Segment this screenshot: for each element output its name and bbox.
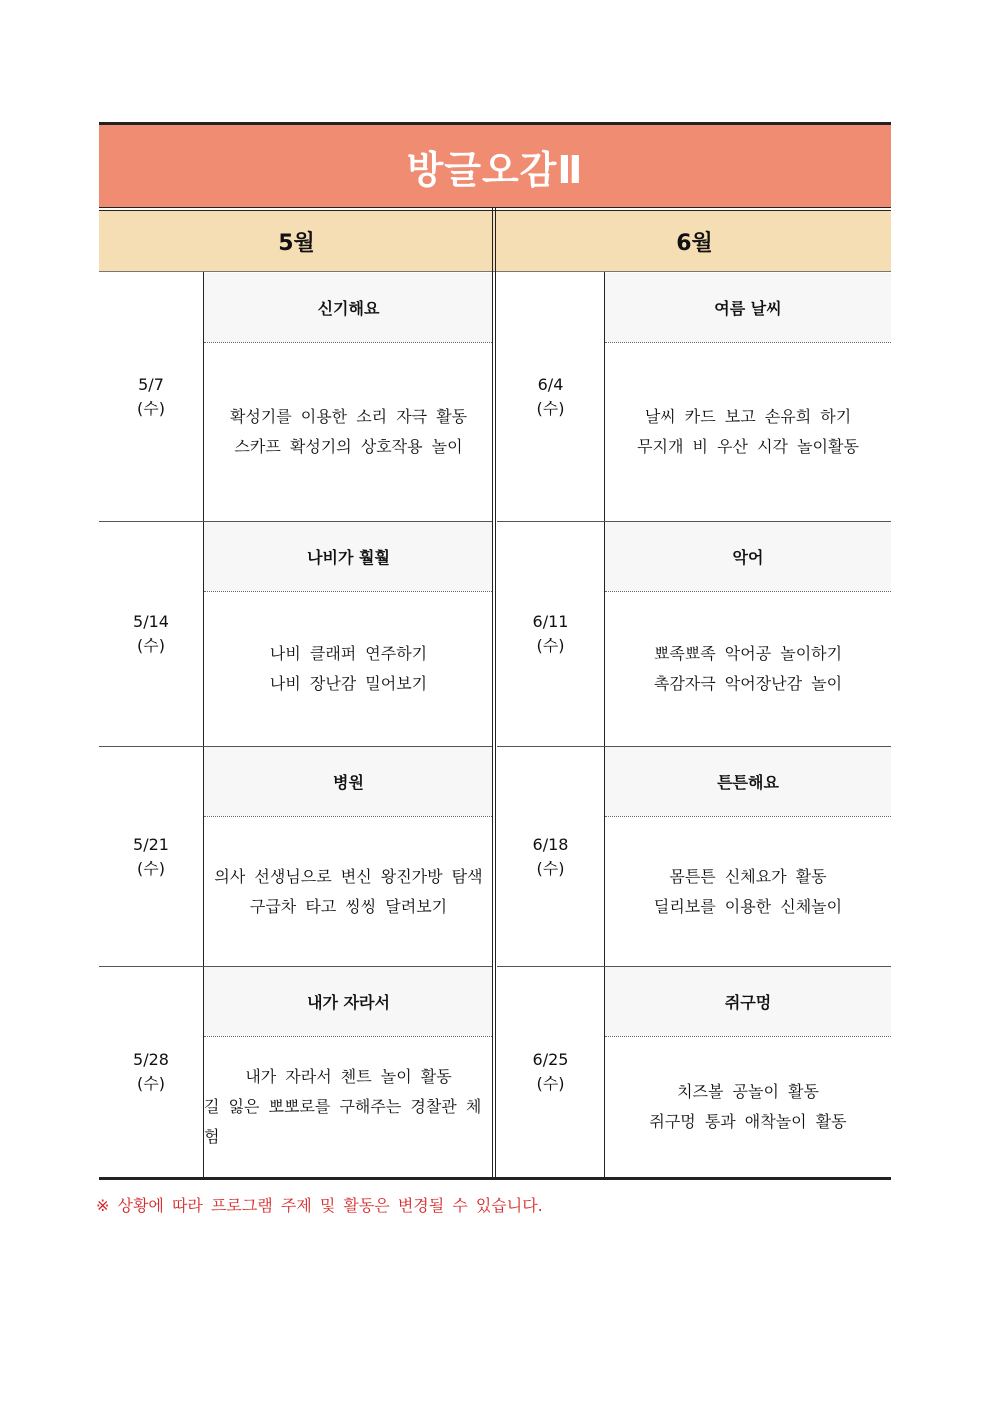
activity: 나비 클래퍼 연주하기 [269, 644, 428, 663]
month-may-header: 5월 [278, 230, 315, 256]
activity: 나비 장난감 밀어보기 [269, 674, 428, 693]
activities-june-3 [605, 817, 891, 966]
activities-may-1 [204, 343, 493, 521]
page-title: 방글오감Ⅱ [406, 147, 584, 192]
activity: 촉감자극 악어장난감 놀이 [653, 674, 843, 693]
date: 6/18 [532, 834, 569, 854]
weekday: (수) [536, 858, 565, 878]
month-june-header: 6월 [676, 230, 713, 256]
topic-may-4: 내가 자라서 [307, 993, 390, 1012]
date: 6/11 [532, 612, 569, 631]
date: 6/4 [537, 374, 564, 394]
title-banner [99, 122, 891, 207]
date: 5/14 [133, 612, 169, 631]
topic-june-4: 쥐구멍 [724, 993, 772, 1012]
date-cell-june-2 [497, 522, 604, 746]
activity: 몸튼튼 신체요가 활동 [669, 866, 827, 886]
activities-may-2 [204, 592, 493, 746]
activities-may-4 [204, 1037, 493, 1177]
weekday: (수) [137, 636, 165, 655]
date-cell-may-4 [99, 967, 203, 1177]
activity: 길 잃은 뽀뽀로를 구해주는 경찰관 체험 [204, 1097, 482, 1146]
date: 5/7 [138, 374, 164, 394]
date-cell-may-2 [99, 522, 203, 746]
topic-june-1: 여름 날씨 [714, 299, 782, 318]
weekday: (수) [536, 636, 565, 655]
topic-may-3: 병원 [333, 773, 364, 792]
date: 5/28 [133, 1050, 169, 1069]
date: 6/25 [532, 1050, 569, 1069]
weekday: (수) [536, 1074, 565, 1093]
activity: 구급차 타고 씽씽 달려보기 [249, 896, 448, 916]
table-bottom-border [99, 1177, 891, 1180]
activity: 쥐구멍 통과 애착놀이 활동 [649, 1112, 847, 1131]
weekday: (수) [536, 398, 565, 418]
activity: 무지개 비 우산 시각 놀이활동 [637, 437, 859, 456]
activity: 딜리보를 이용한 신체놀이 [653, 896, 843, 916]
topic-june-2: 악어 [732, 548, 764, 567]
date-cell-june-1 [497, 272, 604, 521]
activity: 치즈볼 공놀이 활동 [677, 1082, 819, 1101]
activity: 뾰족뾰족 악어공 놀이하기 [653, 644, 843, 663]
date-cell-may-1 [99, 272, 203, 521]
weekday: (수) [137, 858, 165, 878]
footnote: ※ 상황에 따라 프로그램 주제 및 활동은 변경될 수 있습니다. [96, 1196, 543, 1215]
date-cell-june-3 [497, 747, 604, 966]
activity: 내가 자라서 첸트 놀이 활동 [245, 1067, 452, 1086]
weekday: (수) [137, 398, 165, 418]
activities-june-1 [605, 343, 891, 521]
activities-june-2 [605, 592, 891, 746]
topic-june-3: 튼튼해요 [717, 773, 779, 792]
activities-may-3 [204, 817, 493, 966]
date-cell-may-3 [99, 747, 203, 966]
activity: 확성기를 이용한 소리 자극 활동 [229, 407, 468, 426]
weekday: (수) [137, 1074, 165, 1093]
activity: 의사 선생님으로 변신 왕진가방 탐색 [214, 866, 483, 886]
activity: 스카프 확성기의 상호작용 놀이 [234, 437, 463, 456]
date-cell-june-4 [497, 967, 604, 1177]
topic-may-1: 신기해요 [317, 299, 380, 318]
topic-may-2: 나비가 훨훨 [307, 548, 390, 567]
activity: 날씨 카드 보고 손유희 하기 [644, 407, 852, 426]
date: 5/21 [133, 834, 169, 854]
activities-june-4 [605, 1037, 891, 1177]
